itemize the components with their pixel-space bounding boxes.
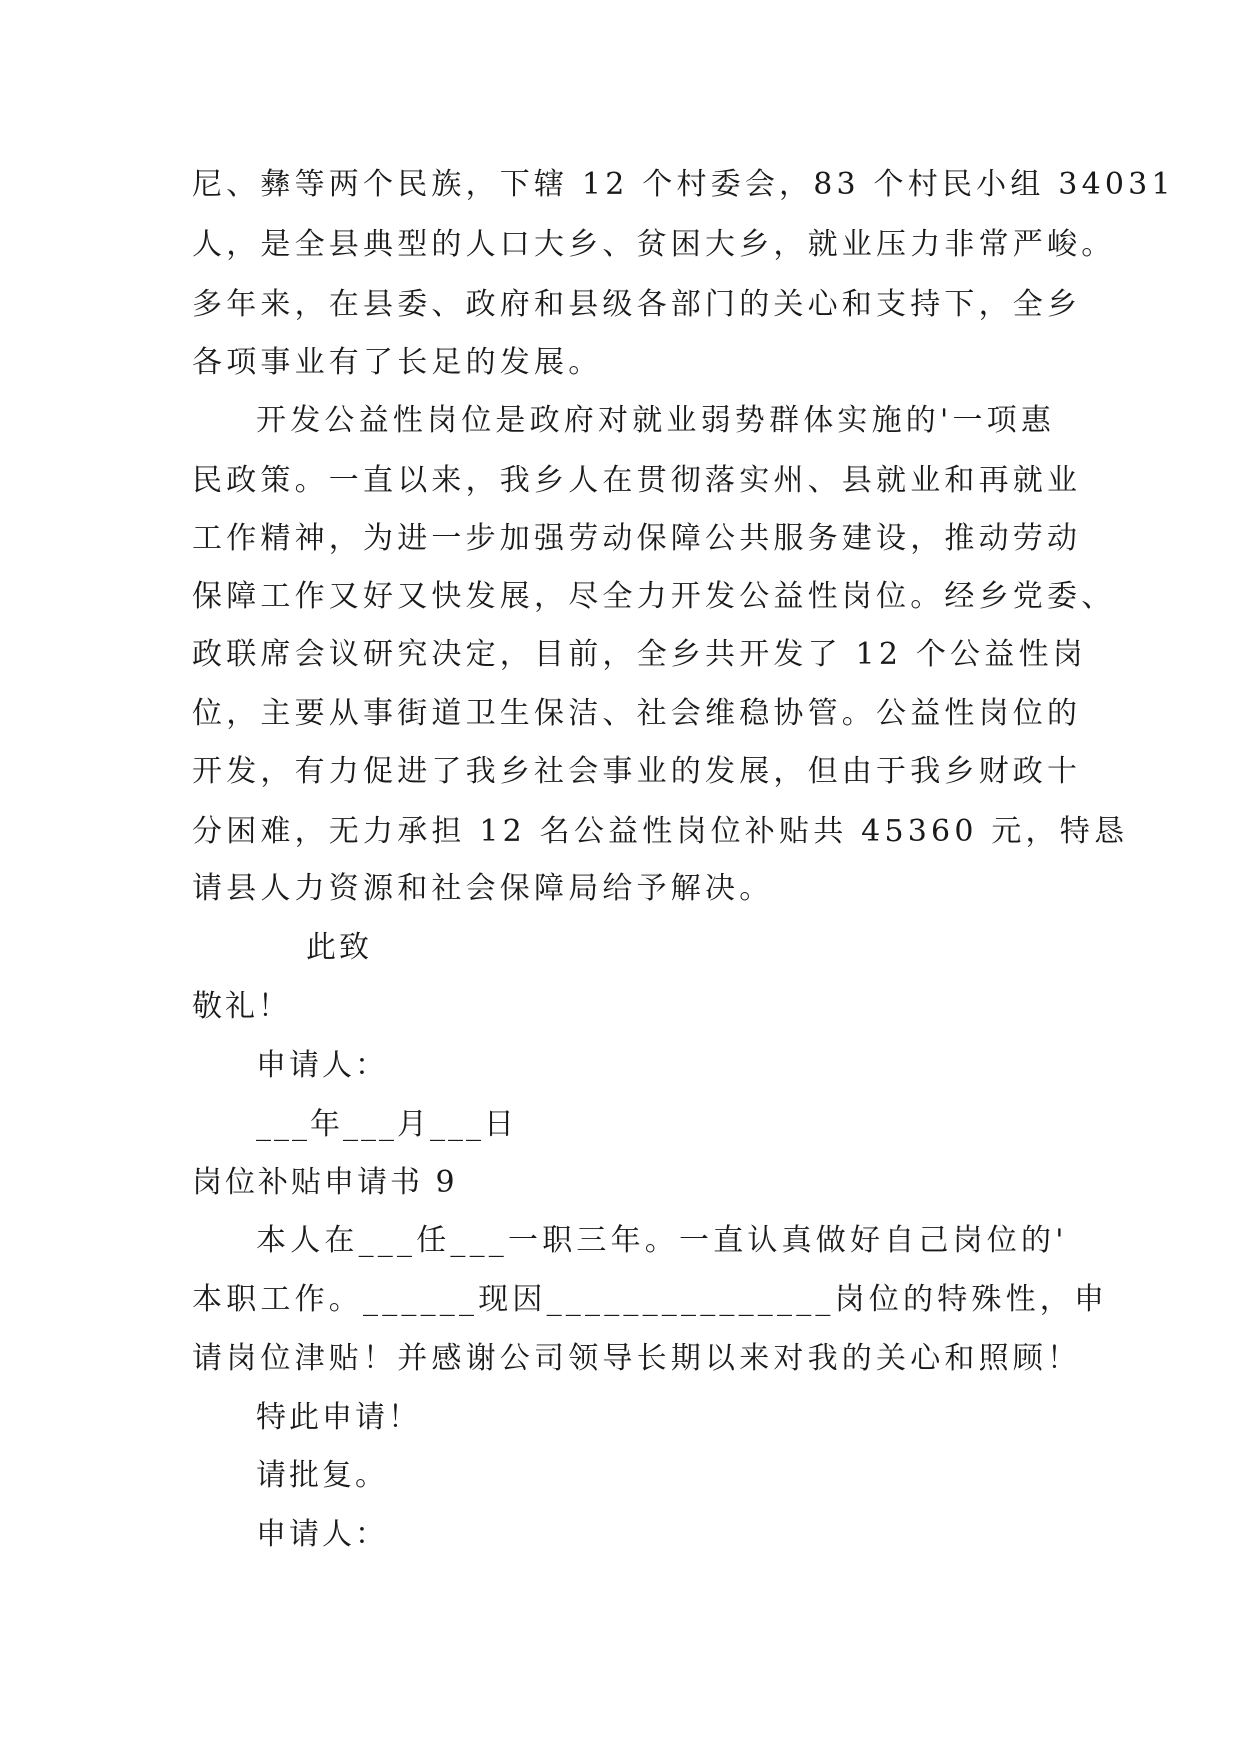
- body-text-line: 开发，有力促进了我乡社会事业的发展，但由于我乡财政十: [192, 754, 1082, 789]
- body-text-line: 保障工作又好又快发展，尽全力开发公益性岗位。经乡党委、: [192, 579, 1116, 614]
- body-text-line: 工作精神，为进一步加强劳动保障公共服务建设，推动劳动: [192, 521, 1082, 556]
- paragraph-start-line: 开发公益性岗位是政府对就业弱势群体实施的'一项惠: [256, 403, 1056, 438]
- paragraph-start-line: 本人在___任___一职三年。一直认真做好自己岗位的': [256, 1223, 1068, 1258]
- body-text-line: 本职工作。______现因_______________岗位的特殊性，申: [192, 1282, 1109, 1317]
- request-text: 特此申请！: [256, 1400, 421, 1435]
- body-text-line: 尼、彝等两个民族，下辖 12 个村委会，83 个村民小组 34031: [192, 167, 1175, 202]
- applicant-label: 申请人：: [256, 1048, 388, 1083]
- body-text-line: 请岗位津贴！并感谢公司领导长期以来对我的关心和照顾！: [192, 1341, 1082, 1376]
- body-text-line: 人，是全县典型的人口大乡、贫困大乡，就业压力非常严峻。: [192, 227, 1116, 262]
- closing-salutation: 此致: [306, 930, 372, 965]
- applicant-label: 申请人：: [256, 1517, 388, 1552]
- body-text-line: 多年来，在县委、政府和县级各部门的关心和支持下，全乡: [192, 287, 1082, 322]
- body-text-line: 各项事业有了长足的发展。: [192, 345, 603, 380]
- body-text-line: 政联席会议研究决定，目前，全乡共开发了 12 个公益性岗: [192, 637, 1087, 672]
- body-text-line: 民政策。一直以来，我乡人在贯彻落实州、县就业和再就业: [192, 463, 1082, 498]
- body-text-line: 请县人力资源和社会保障局给予解决。: [192, 871, 774, 906]
- body-text-line: 分困难，无力承担 12 名公益性岗位补贴共 45360 元，特恳: [192, 814, 1129, 849]
- date-line: ___年___月___日: [256, 1107, 517, 1142]
- section-title: 岗位补贴申请书 9: [192, 1165, 458, 1200]
- approval-request-text: 请批复。: [256, 1458, 388, 1493]
- closing-regards: 敬礼！: [192, 989, 291, 1024]
- body-text-line: 位，主要从事街道卫生保洁、社会维稳协管。公益性岗位的: [192, 696, 1082, 731]
